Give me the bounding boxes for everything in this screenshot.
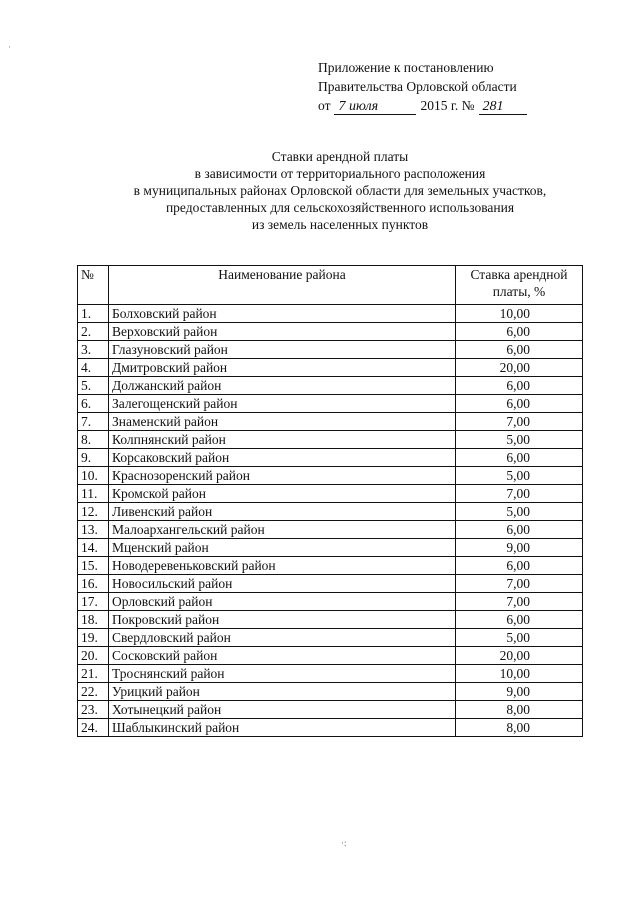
table-row xyxy=(78,575,583,593)
table-row xyxy=(78,449,583,467)
district-name: Орловский район xyxy=(109,593,456,611)
row-number: 22. xyxy=(78,683,109,701)
district-name: Колпнянский район xyxy=(109,431,456,449)
scan-artifact: ·: xyxy=(341,838,347,848)
row-number: 7. xyxy=(78,413,109,431)
row-number: 4. xyxy=(78,359,109,377)
rent-rate: 6,00 xyxy=(456,611,583,629)
row-number: 6. xyxy=(78,395,109,413)
row-number: 24. xyxy=(78,719,109,737)
row-number: 13. xyxy=(78,521,109,539)
rent-rate: 6,00 xyxy=(456,395,583,413)
title-line: из земель населенных пунктов xyxy=(251,217,429,232)
district-name: Должанский район xyxy=(109,377,456,395)
district-name: Покровский район xyxy=(109,611,456,629)
rent-rate: 5,00 xyxy=(456,503,583,521)
appendix-line-1: Приложение к постановлению xyxy=(318,60,494,75)
scan-artifact: · xyxy=(8,42,11,52)
district-name: Краснозоренский район xyxy=(109,467,456,485)
district-name: Глазуновский район xyxy=(109,341,456,359)
appendix-date-line xyxy=(318,96,527,115)
row-number: 19. xyxy=(78,629,109,647)
district-name: Троснянский район xyxy=(109,665,456,683)
row-number: 12. xyxy=(78,503,109,521)
table-row xyxy=(78,683,583,701)
row-number: 11. xyxy=(78,485,109,503)
district-name: Мценский район xyxy=(109,539,456,557)
rent-rate: 10,00 xyxy=(456,665,583,683)
district-name: Свердловский район xyxy=(109,629,456,647)
district-name: Сосковский район xyxy=(109,647,456,665)
row-number: 14. xyxy=(78,539,109,557)
header-district-name: Наименование района xyxy=(109,266,456,305)
row-number: 9. xyxy=(78,449,109,467)
district-name: Знаменский район xyxy=(109,413,456,431)
document-title xyxy=(0,148,640,233)
table-row xyxy=(78,665,583,683)
district-name: Залегощенский район xyxy=(109,395,456,413)
rent-rate: 6,00 xyxy=(456,323,583,341)
rent-rate: 7,00 xyxy=(456,485,583,503)
row-number: 16. xyxy=(78,575,109,593)
table-row xyxy=(78,593,583,611)
district-name: Урицкий район xyxy=(109,683,456,701)
rent-rate: 6,00 xyxy=(456,377,583,395)
table-row xyxy=(78,503,583,521)
row-number: 20. xyxy=(78,647,109,665)
row-number: 23. xyxy=(78,701,109,719)
rent-rate: 20,00 xyxy=(456,647,583,665)
title-line: в муниципальных районах Орловской области для земельных участков, xyxy=(133,183,547,198)
date-prefix: от xyxy=(318,98,331,113)
rent-rate: 7,00 xyxy=(456,413,583,431)
district-name: Кромской район xyxy=(109,485,456,503)
rent-rate: 6,00 xyxy=(456,521,583,539)
rent-rate: 20,00 xyxy=(456,359,583,377)
district-name: Шаблыкинский район xyxy=(109,719,456,737)
table-row xyxy=(78,305,583,323)
rent-rate: 5,00 xyxy=(456,431,583,449)
table-row xyxy=(78,485,583,503)
title-line: в зависимости от территориального расположения xyxy=(194,166,486,181)
handwritten-date: 7 июля xyxy=(334,100,416,115)
table-row xyxy=(78,629,583,647)
district-name: Хотынецкий район xyxy=(109,701,456,719)
table-row xyxy=(78,467,583,485)
rent-rate: 8,00 xyxy=(456,719,583,737)
table-header-row xyxy=(78,266,583,305)
table-row xyxy=(78,341,583,359)
table-row xyxy=(78,377,583,395)
rent-rate: 6,00 xyxy=(456,557,583,575)
table-row xyxy=(78,539,583,557)
table-row xyxy=(78,521,583,539)
table-row xyxy=(78,395,583,413)
rent-rate: 10,00 xyxy=(456,305,583,323)
row-number: 3. xyxy=(78,341,109,359)
row-number: 2. xyxy=(78,323,109,341)
rent-rate: 7,00 xyxy=(456,593,583,611)
row-number: 8. xyxy=(78,431,109,449)
district-name: Дмитровский район xyxy=(109,359,456,377)
district-name: Верховский район xyxy=(109,323,456,341)
title-line: предоставленных для сельскохозяйственного использования xyxy=(165,200,515,215)
table-row xyxy=(78,557,583,575)
row-number: 17. xyxy=(78,593,109,611)
rent-rate: 9,00 xyxy=(456,683,583,701)
rent-rate: 9,00 xyxy=(456,539,583,557)
handwritten-number: 281 xyxy=(479,100,527,115)
table-row xyxy=(78,431,583,449)
year-text: 2015 г. № xyxy=(420,98,475,113)
district-name: Болховский район xyxy=(109,305,456,323)
rent-rate: 5,00 xyxy=(456,629,583,647)
row-number: 21. xyxy=(78,665,109,683)
header-rate: Ставка арендной платы, % xyxy=(456,266,583,305)
row-number: 5. xyxy=(78,377,109,395)
row-number: 1. xyxy=(78,305,109,323)
table-row xyxy=(78,359,583,377)
rent-rate: 6,00 xyxy=(456,341,583,359)
appendix-line-2: Правительства Орловской области xyxy=(318,79,517,94)
header-number: № xyxy=(78,266,109,305)
row-number: 15. xyxy=(78,557,109,575)
table-row xyxy=(78,647,583,665)
title-line: Ставки арендной платы xyxy=(271,149,409,164)
district-name: Ливенский район xyxy=(109,503,456,521)
row-number: 10. xyxy=(78,467,109,485)
rent-rate: 7,00 xyxy=(456,575,583,593)
table-row xyxy=(78,323,583,341)
table-row xyxy=(78,701,583,719)
table-row xyxy=(78,719,583,737)
rates-table xyxy=(77,265,583,737)
rent-rate: 8,00 xyxy=(456,701,583,719)
district-name: Новодеревеньковский район xyxy=(109,557,456,575)
appendix-header xyxy=(318,58,527,115)
district-name: Корсаковский район xyxy=(109,449,456,467)
district-name: Новосильский район xyxy=(109,575,456,593)
table-row xyxy=(78,413,583,431)
rent-rate: 5,00 xyxy=(456,467,583,485)
row-number: 18. xyxy=(78,611,109,629)
table-row xyxy=(78,611,583,629)
district-name: Малоархангельский район xyxy=(109,521,456,539)
rent-rate: 6,00 xyxy=(456,449,583,467)
